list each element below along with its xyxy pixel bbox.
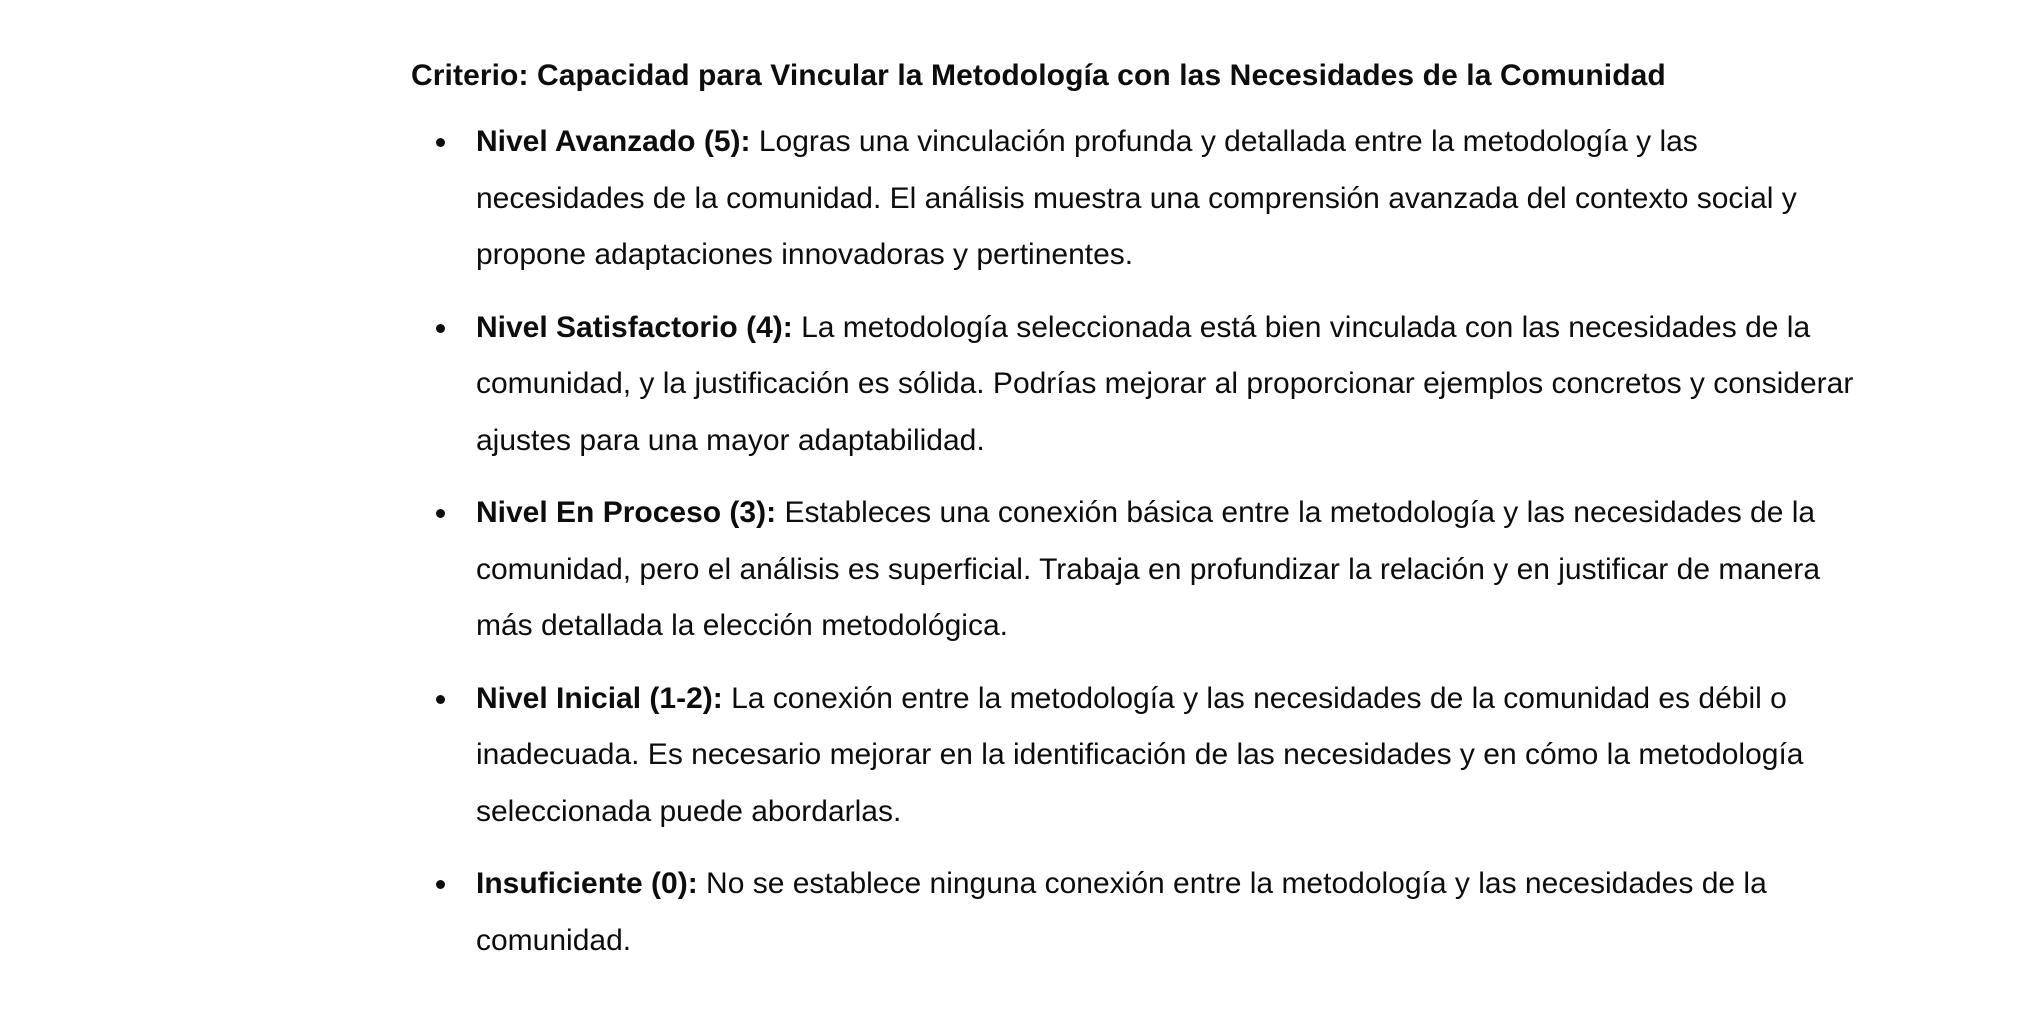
bullet-icon [436,138,445,147]
bullet-icon [436,880,445,889]
bullet-icon [436,324,445,333]
level-name: Nivel En Proceso (3): [476,496,777,529]
level-item-advanced [411,114,1871,284]
level-description: Logras una vinculación profunda y detallada entre la metodología y las necesidades de la comunidad. El análisis muestra una comprensión avanzada del contexto social y propone adaptaciones innovadoras y pertinentes. [476,125,1797,271]
level-description: No se establece ninguna conexión entre la metodología y las necesidades de la comunidad. [476,867,1767,957]
level-name: Nivel Avanzado (5): [476,125,751,158]
bullet-icon [436,695,445,704]
level-name: Insuficiente (0): [476,867,698,900]
level-description: La metodología seleccionada está bien vinculada con las necesidades de la comunidad, y la justificación es sólida. Podrías mejorar al proporcionar ejemplos concretos y considerar ajustes para una mayor adaptabilidad. [476,310,1854,457]
criterion-heading: Criterio: Capacidad para Vincular la Metodología con las Necesidades de la Comunidad [411,59,1666,92]
level-name: Nivel Satisfactorio (4): [476,310,793,344]
level-item-insufficient [411,856,1871,969]
level-description: La conexión entre la metodología y las necesidades de la comunidad es débil o inadecuada. Es necesario mejorar en la identificación de las necesidades y en cómo la metodología seleccionada puede abordarlas. [476,681,1804,828]
level-description: Estableces una conexión básica entre la metodología y las necesidades de la comunidad, pero el análisis es superficial. Trabaja en profundizar la relación y en justificar de manera más detallada la elección metodológica. [476,496,1821,642]
rubric-content [411,50,1871,985]
levels-list [411,114,1871,969]
level-item-satisfactory [411,300,1871,470]
level-item-initial [411,671,1871,841]
level-name: Nivel Inicial (1-2): [476,681,723,715]
bullet-icon [436,509,445,518]
level-item-in-progress [411,485,1871,655]
